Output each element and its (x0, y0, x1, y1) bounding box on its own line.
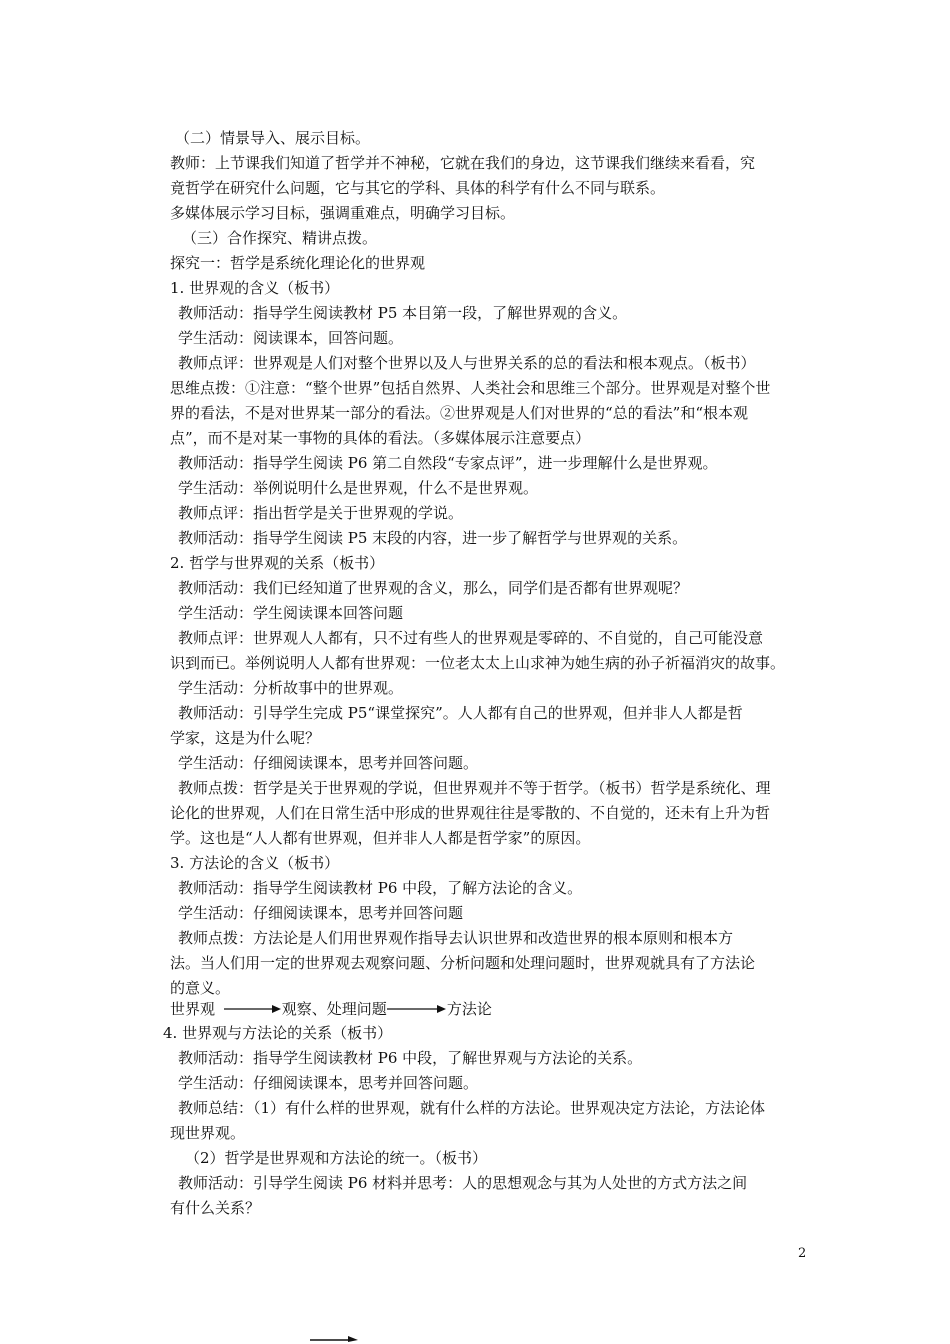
paragraph-line: 法。当人们用一定的世界观去观察问题、分析问题和处理问题时，世界观就具有了方法论 (170, 954, 756, 972)
paragraph-line: 点”，而不是对某一事物的具体的看法。（多媒体展示注意要点） (170, 429, 591, 447)
flow-diagram (170, 998, 492, 1020)
paragraph-line: 有什么关系？ (170, 1199, 261, 1217)
paragraph-line: 学生活动：仔细阅读课本，思考并回答问题。 (178, 1074, 479, 1092)
paragraph-line: 学生活动：学生阅读课本回答问题 (178, 604, 404, 622)
paragraph-line: 竟哲学在研究什么问题，它与其它的学科、具体的科学有什么不同与联系。 (170, 179, 666, 197)
flow-end-label: 方法论 (446, 1000, 492, 1018)
item-heading: 1. 世界观的含义（板书） (170, 279, 340, 297)
paragraph-line: 学生活动：仔细阅读课本，思考并回答问题 (178, 904, 464, 922)
paragraph-line: 教师活动：指导学生阅读 P6 第二自然段“专家点评”，进一步理解什么是世界观。 (178, 454, 718, 472)
paragraph-line: 教师总结：（1）有什么样的世界观，就有什么样的方法论。世界观决定方法论，方法论体 (178, 1099, 766, 1117)
paragraph-line: 论化的世界观，人们在日常生活中形成的世界观往往是零散的、不自觉的，还未有上升为哲 (170, 804, 771, 822)
page-number: 2 (798, 1246, 807, 1261)
paragraph-line: 教师点评：世界观人人都有，只不过有些人的世界观是零碎的、不自觉的，自己可能没意 (178, 629, 764, 647)
item-heading: 3. 方法论的含义（板书） (170, 854, 340, 872)
paragraph-line: 学家，这是为什么呢？ (170, 729, 321, 747)
paragraph-line: 学。这也是“人人都有世界观，但并非人人都是哲学家”的原因。 (170, 829, 591, 847)
paragraph-line: 界的看法，不是对世界某一部分的看法。②世界观是人们对世界的“总的看法”和“根本观 (170, 404, 749, 422)
paragraph-line: 教师点评：世界观是人们对整个世界以及人与世界关系的总的看法和根本观点。（板书） (178, 354, 756, 372)
item-heading: 4. 世界观与方法论的关系（板书） (163, 1024, 393, 1042)
section-heading: （二）情景导入、展示目标。 (175, 129, 371, 147)
paragraph-line: 学生活动：分析故事中的世界观。 (178, 679, 404, 697)
arrow-right-icon (310, 1330, 360, 1342)
paragraph-line: 现世界观。 (170, 1124, 246, 1142)
paragraph-line: 教师点拨：哲学是关于世界观的学说，但世界观并不等于哲学。（板书）哲学是系统化、理 (178, 779, 771, 797)
paragraph-line: 教师活动：引导学生完成 P5“课堂探究”。人人都有自己的世界观，但并非人人都是哲 (178, 704, 743, 722)
arrow-right-icon (387, 1003, 447, 1015)
paragraph-line: 多媒体展示学习目标，强调重难点，明确学习目标。 (170, 204, 516, 222)
paragraph-line: 学生活动：举例说明什么是世界观，什么不是世界观。 (178, 479, 539, 497)
paragraph-line: 教师活动：指导学生阅读教材 P6 中段，了解世界观与方法论的关系。 (178, 1049, 643, 1067)
paragraph-line: 学生活动：仔细阅读课本，思考并回答问题。 (178, 754, 479, 772)
paragraph-line: 教师点拨：方法论是人们用世界观作指导去认识世界和改造世界的根本原则和根本方 (178, 929, 734, 947)
paragraph-line: 教师活动：引导学生阅读 P6 材料并思考：人的思想观念与其为人处世的方式方法之间 (178, 1174, 748, 1192)
paragraph-line: （2）哲学是世界观和方法论的统一。（板书） (185, 1149, 488, 1167)
paragraph-line: 教师活动：我们已经知道了世界观的含义，那么，同学们是否都有世界观呢？ (178, 579, 689, 597)
paragraph-line: 思维点拨：①注意：“整个世界”包括自然界、人类社会和思维三个部分。世界观是对整个世 (170, 379, 771, 397)
flow-middle-label: 观察、处理问题 (281, 1000, 387, 1018)
paragraph-line: 教师活动：指导学生阅读 P5 末段的内容，进一步了解哲学与世界观的关系。 (178, 529, 688, 547)
item-heading: 2. 哲学与世界观的关系（板书） (170, 554, 385, 572)
arrow-right-icon (220, 1003, 282, 1015)
section-heading: （三）合作探究、精讲点拨。 (182, 229, 378, 247)
paragraph-line: 教师点评：指出哲学是关于世界观的学说。 (178, 504, 464, 522)
paragraph-line: 教师活动：指导学生阅读教材 P6 中段，了解方法论的含义。 (178, 879, 583, 897)
paragraph-line: 识到而已。举例说明人人都有世界观：一位老太太上山求神为她生病的孙子祈福消灾的故事。 (170, 654, 786, 672)
paragraph-line: 教师：上节课我们知道了哲学并不神秘，它就在我们的身边，这节课我们继续来看看，究 (170, 154, 756, 172)
subsection-heading: 探究一：哲学是系统化理论化的世界观 (170, 254, 426, 272)
paragraph-line: 学生活动：阅读课本，回答问题。 (178, 329, 404, 347)
flow-start-label: 世界观 (170, 1000, 216, 1018)
paragraph-line: 教师活动：指导学生阅读教材 P5 本目第一段，了解世界观的含义。 (178, 304, 628, 322)
paragraph-line: 的意义。 (170, 979, 231, 997)
